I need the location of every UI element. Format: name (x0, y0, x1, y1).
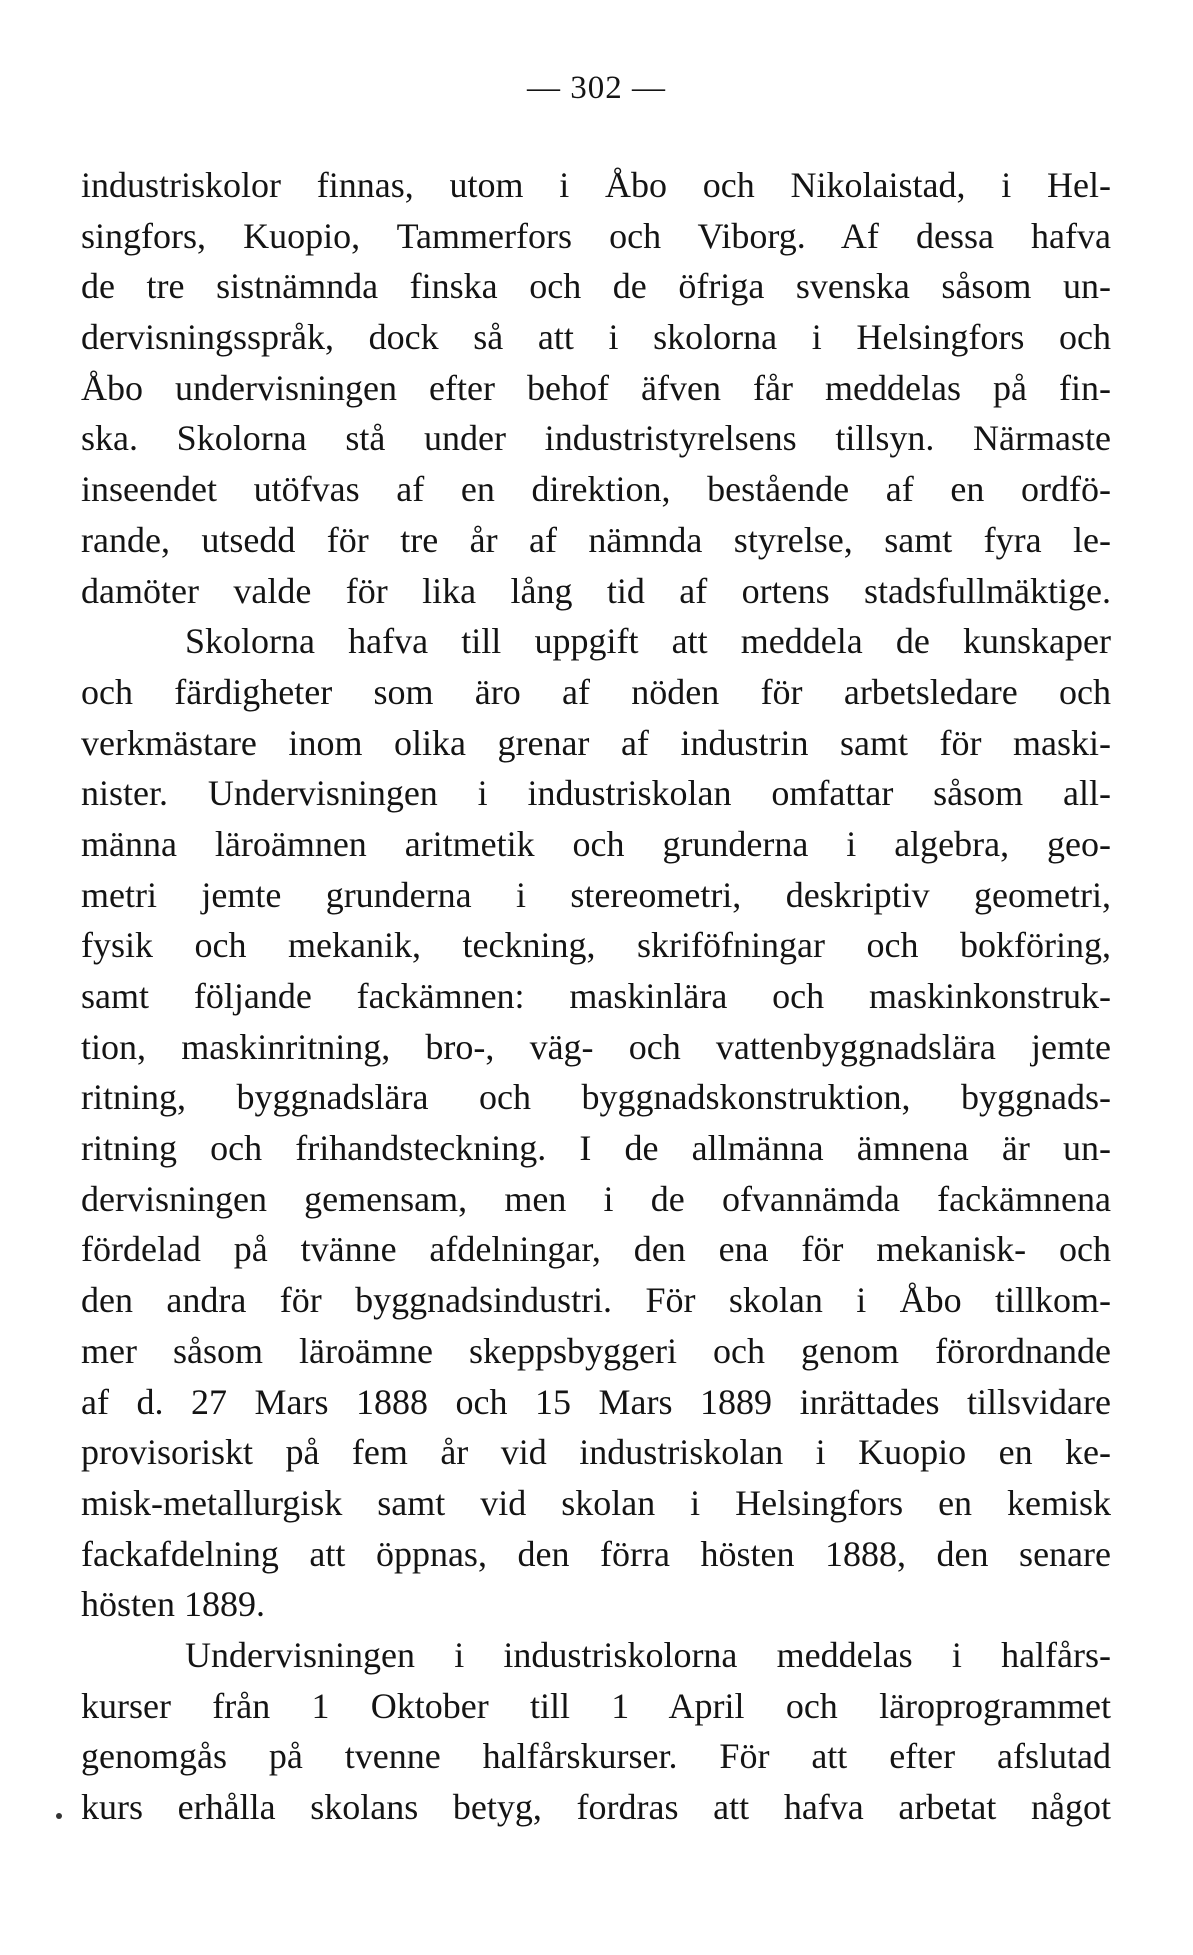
text-line: ska. Skolorna stå under industristyrelsens tillsyn. Närmaste (81, 418, 1111, 459)
text-line: misk-metallurgisk samt vid skolan i Helsingfors en kemisk (81, 1482, 1111, 1523)
text-line: industriskolor finnas, utom i Åbo och Nikolaistad, i Hel- (81, 165, 1111, 205)
text-line: fördelad på tvänne afdelningar, den ena för mekanisk- och (81, 1229, 1111, 1270)
text-line: tion, maskinritning, bro-, väg- och vattenbyggnadslära jemte (81, 1026, 1111, 1067)
text-line: inseendet utöfvas af en direktion, bestående af en ordfö- (81, 469, 1111, 510)
page-number: — 302 — (527, 70, 666, 106)
text-line: den andra för byggnadsindustri. För skolan i Åbo tillkom- (81, 1280, 1111, 1321)
text-line: provisoriskt på fem år vid industriskolan i Kuopio en ke- (81, 1432, 1111, 1473)
text-line: männa läroämnen aritmetik och grunderna i algebra, geo- (81, 823, 1111, 864)
text-line: af d. 27 Mars 1888 och 15 Mars 1889 inrättades tillsvidare (81, 1381, 1111, 1422)
text-line: och färdigheter som äro af nöden för arbetsledare och (81, 671, 1111, 712)
text-line: Åbo undervisningen efter behof äfven får meddelas på fin- (81, 367, 1111, 408)
text-line: mer såsom läroämne skeppsbyggeri och genom förordnande (81, 1330, 1111, 1371)
text-line: Skolorna hafva till uppgift att meddela de kunskaper (185, 621, 1111, 662)
text-line: Undervisningen i industriskolorna meddelas i halfårs- (185, 1634, 1111, 1675)
text-line: de tre sistnämnda finska och de öfriga svenska såsom un- (81, 266, 1111, 307)
text-line: verkmästare inom olika grenar af industrin samt för maski- (81, 722, 1111, 763)
text-line: kurs erhålla skolans betyg, fordras att hafva arbetat något (81, 1787, 1111, 1827)
text-line: fysik och mekanik, teckning, skriföfningar och bokföring, (81, 925, 1111, 966)
text-line: fackafdelning att öppnas, den förra hösten 1888, den senare (81, 1533, 1111, 1574)
text-line: rande, utsedd för tre år af nämnda styrelse, samt fyra le- (81, 519, 1111, 560)
body-text (81, 160, 1111, 1833)
text-line: singfors, Kuopio, Tammerfors och Viborg. Af dessa hafva (81, 215, 1111, 256)
text-line: genomgås på tvenne halfårskurser. För att efter afslutad (81, 1736, 1111, 1777)
text-line: metri jemte grunderna i stereometri, deskriptiv geometri, (81, 874, 1111, 915)
text-line: kurser från 1 Oktober till 1 April och läroprogrammet (81, 1685, 1111, 1726)
text-line: dervisningsspråk, dock så att i skolorna i Helsingfors och (81, 317, 1111, 358)
text-line: hösten 1889. (81, 1584, 265, 1625)
margin-dot-mark (56, 1813, 62, 1819)
text-line: damöter valde för lika lång tid af ortens stadsfullmäktige. (81, 570, 1111, 611)
text-line: nister. Undervisningen i industriskolan omfattar såsom all- (81, 773, 1111, 814)
text-line: ritning och frihandsteckning. I de allmänna ämnena är un- (81, 1128, 1111, 1169)
text-line: samt följande fackämnen: maskinlära och maskinkonstruk- (81, 976, 1111, 1016)
text-line: ritning, byggnadslära och byggnadskonstruktion, byggnads- (81, 1077, 1111, 1118)
text-line: dervisningen gemensam, men i de ofvannämda fackämnena (81, 1178, 1111, 1219)
